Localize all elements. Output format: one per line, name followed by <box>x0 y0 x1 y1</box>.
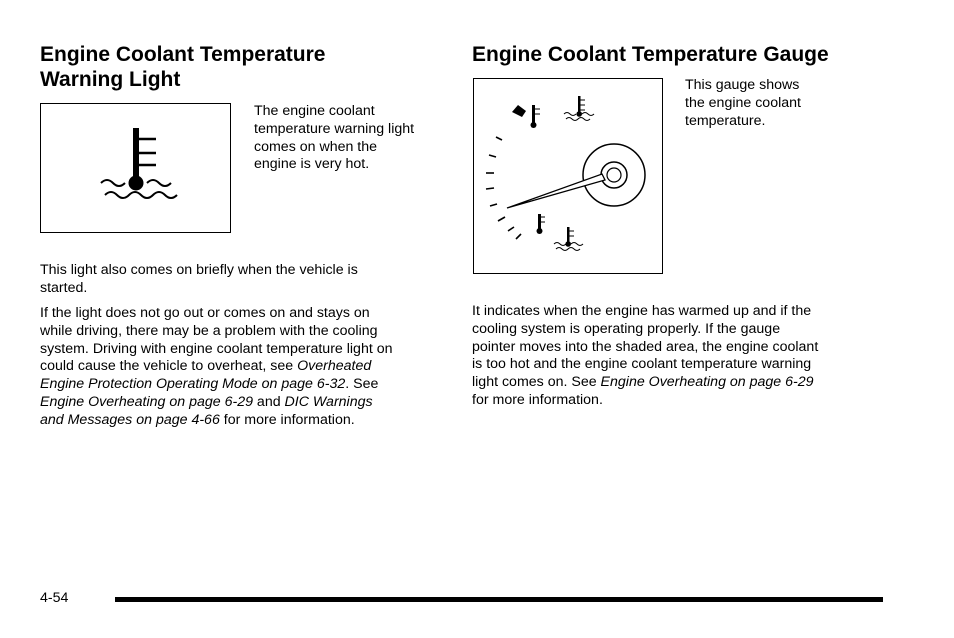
text-line: is too hot and the engine coolant temperature warning <box>472 356 812 373</box>
text-line: . See <box>345 376 379 393</box>
caption-line: temperature warning light <box>254 120 415 137</box>
caption-line: temperature. <box>685 112 766 129</box>
cold-indicator-icon <box>537 214 546 234</box>
gauge-ticks <box>486 137 521 239</box>
caption-line: This gauge shows <box>685 77 800 93</box>
text-line: If the light does not go out or comes on and stays on <box>40 305 370 321</box>
right-paragraph <box>472 303 818 410</box>
caption-line: engine is very hot. <box>254 156 370 173</box>
coolant-icon-bottom <box>554 227 583 251</box>
left-paragraph-2 <box>40 305 393 430</box>
caption-line: The engine coolant <box>254 103 375 119</box>
gauge-figure <box>473 78 663 274</box>
hot-indicator-icon <box>512 105 540 128</box>
text-line: cooling system is operating properly. If the gauge <box>472 320 781 337</box>
text-line: This light also comes on briefly when the vehicle is <box>40 262 358 278</box>
cross-reference-link[interactable]: Engine Overheating on page 6-29 <box>40 393 253 410</box>
text-line: system. Driving with engine coolant temperature light on <box>40 340 393 357</box>
text-line: while driving, there may be a problem with the cooling <box>40 322 378 339</box>
coolant-icon-top <box>564 96 594 121</box>
warning-light-figure <box>40 103 231 233</box>
caption-line: comes on when the <box>254 138 378 155</box>
warning-light-caption <box>254 103 414 174</box>
text-line: could cause the vehicle to overheat, see <box>40 358 298 375</box>
text-line: for more information. <box>219 411 355 428</box>
caption-line: the engine coolant <box>685 94 801 111</box>
gauge-caption <box>685 77 801 130</box>
right-heading: Engine Coolant Temperature Gauge <box>472 43 829 66</box>
left-heading <box>40 42 325 92</box>
text-line: It indicates when the engine has warmed up and if the <box>472 303 812 319</box>
coolant-temperature-warning-icon <box>41 104 230 232</box>
cross-reference-link[interactable]: DIC Warnings <box>284 393 373 410</box>
left-paragraph-1 <box>40 262 358 298</box>
left-heading-line2: Warning Light <box>40 68 181 91</box>
cross-reference-link[interactable]: Engine Protection Operating Mode on page 6-32 <box>40 376 346 393</box>
footer-rule <box>115 597 883 602</box>
cross-reference-link[interactable]: and Messages on page 4-66 <box>40 411 220 428</box>
cross-reference-link[interactable]: Engine Overheating on page 6-29 <box>600 374 814 391</box>
text-line: light comes on. See <box>472 374 601 391</box>
text-line: and <box>252 393 285 410</box>
page-number: 4-54 <box>40 590 69 606</box>
text-line: started. <box>40 279 88 296</box>
left-heading-line1: Engine Coolant Temperature <box>40 43 326 66</box>
text-line: pointer moves into the shaded area, the engine coolant <box>472 338 819 355</box>
text-line: for more information. <box>472 391 603 408</box>
coolant-temperature-gauge <box>474 79 662 273</box>
cross-reference-link[interactable]: Overheated <box>297 358 372 375</box>
